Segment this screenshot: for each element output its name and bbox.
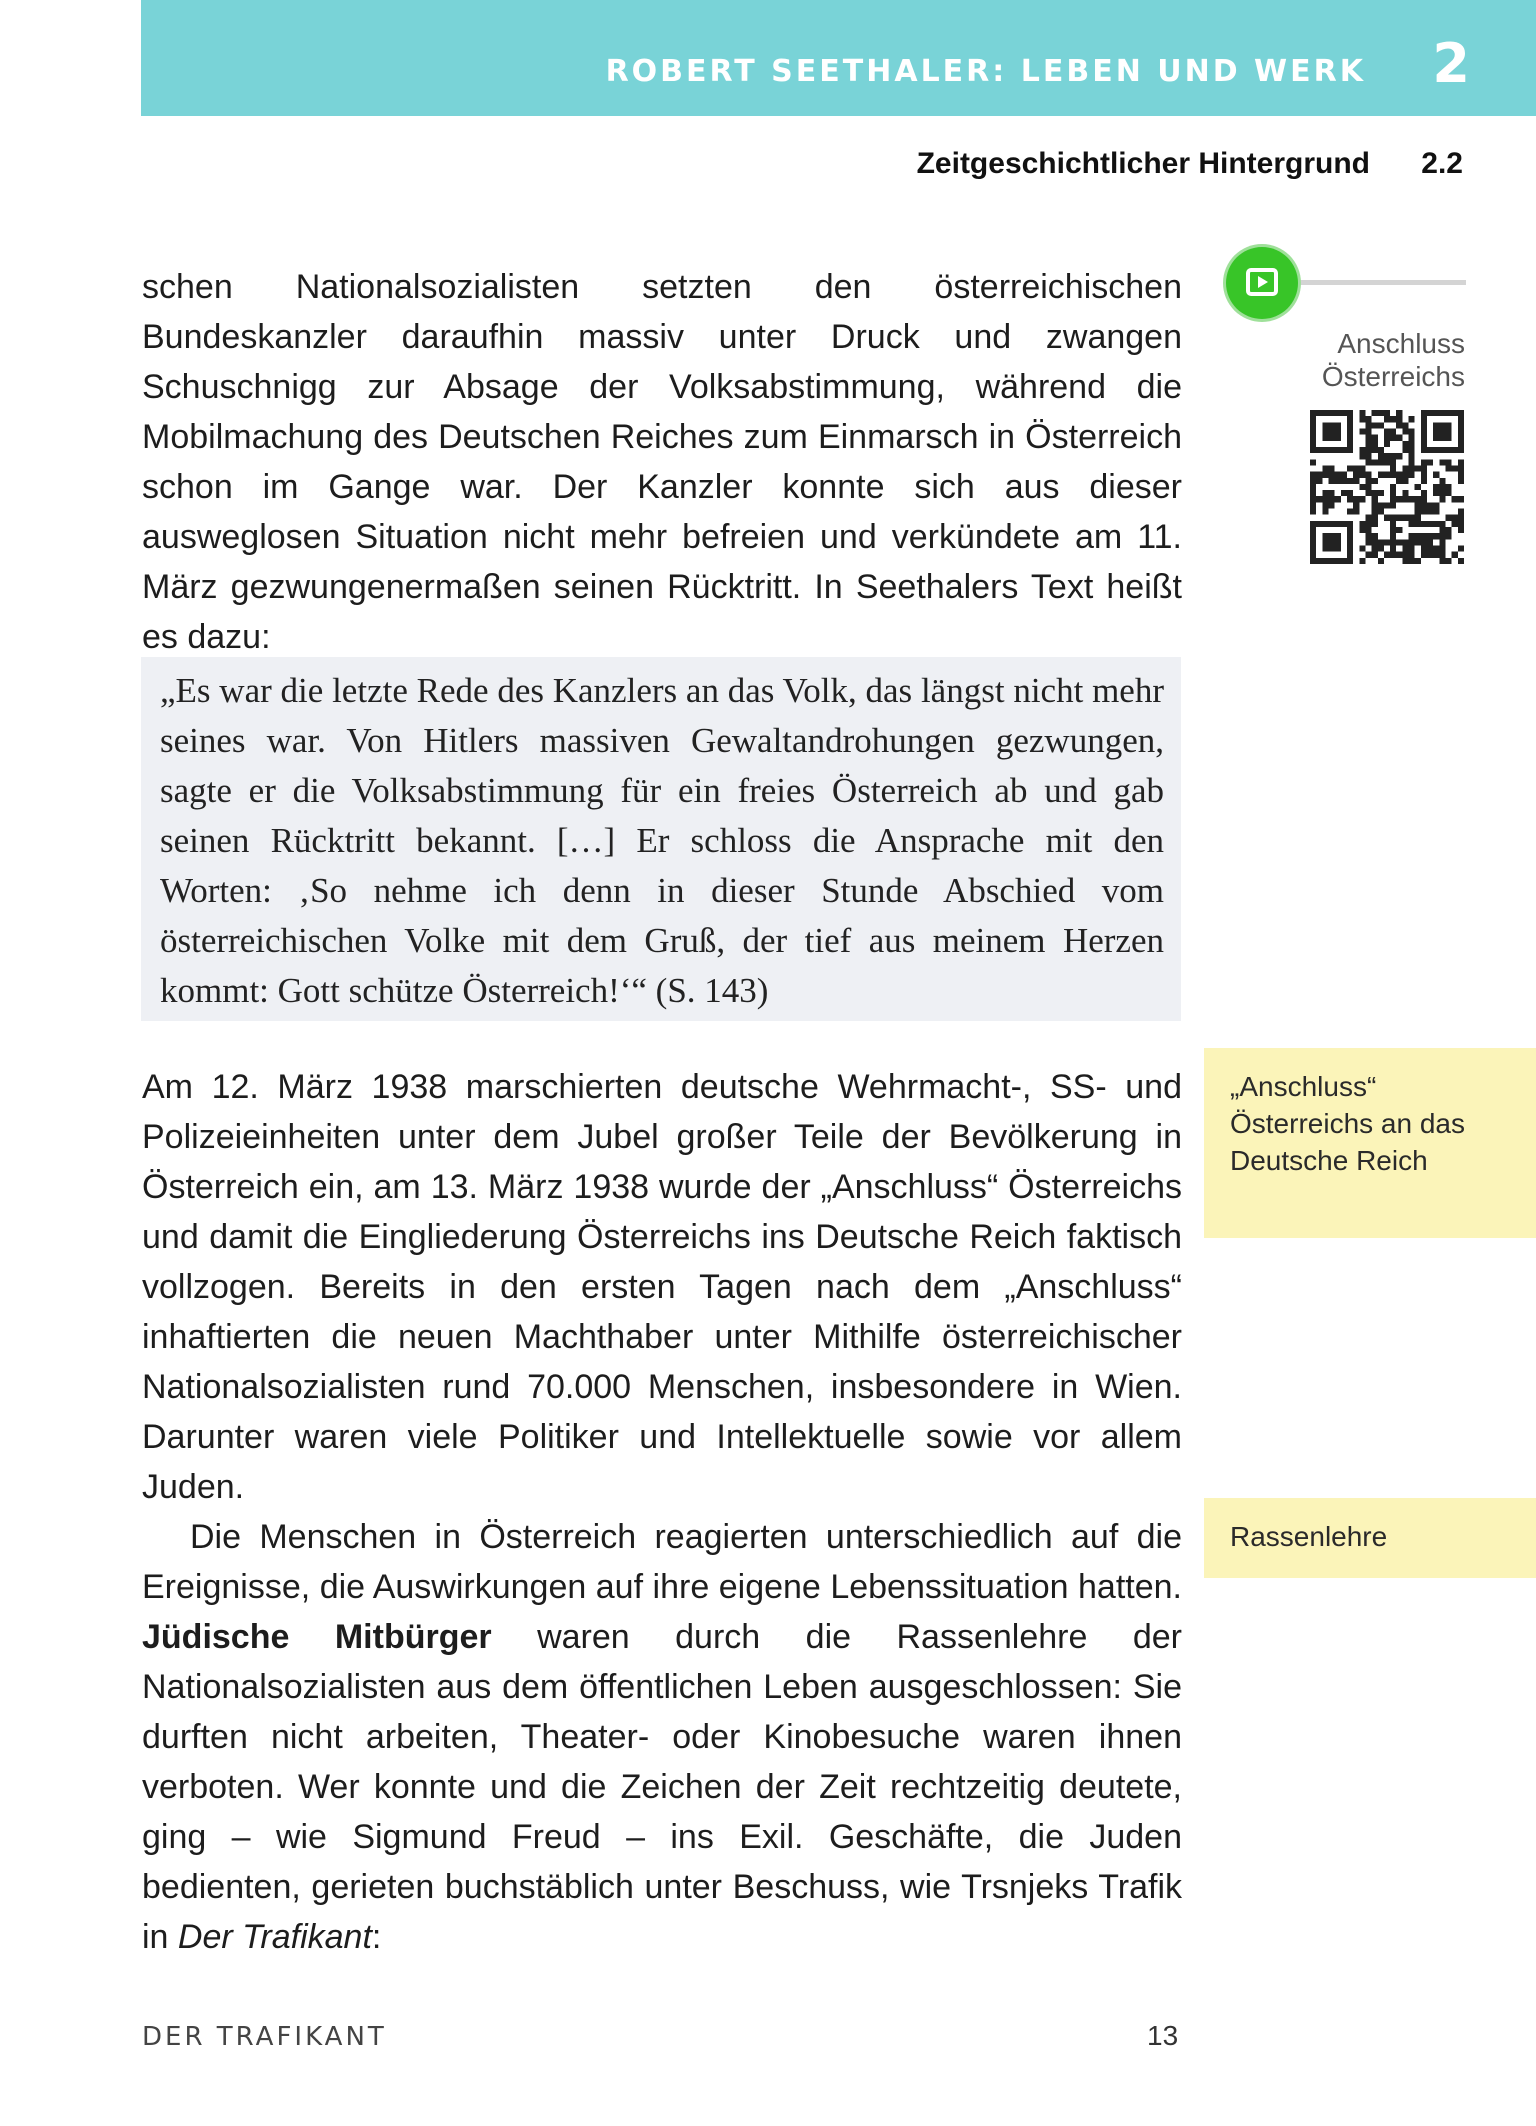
chapter-title: ROBERT SEETHALER: LEBEN UND WERK <box>605 54 1366 89</box>
body-paragraph-3: Die Menschen in Österreich reagierten unterschiedlich auf die Ereignisse, die Auswirkungen auf ihre eigene Lebenssituation hatten. Jüdische Mitbürger waren durch die Rassenlehre der Nationalsozialisten aus dem öffentlichen Leben ausgeschlossen: Sie durften nicht arbeiten, Theater- oder Kinobesuche waren ihnen verboten. Wer konnte und die Zeichen der Zeit rechtzeitig deutete, ging – wie Sigmund Freud – ins Exil. Geschäfte, die Juden bedienten, gerieten buchstäblich unter Beschuss, wie Trsnjeks Trafik in Der Trafikant: <box>142 1518 1182 1956</box>
margin-note-rassenlehre: Rassenlehre <box>1204 1498 1536 1578</box>
body-paragraph-1: schen Nationalsozialisten setzten den österreichischen Bundeskanzler daraufhin massiv unter Druck und zwangen Schuschnigg zur Absage der Volksabstimmung, während die Mobilmachung des Deutschen Reiches zum Einmarsch in Österreich schon im Gange war. Der Kanzler konnte sich aus dieser ausweglosen Situation nicht mehr befreien und verkündete am 11. März gezwungenermaßen seinen Rücktritt. In Seethalers Text heißt es dazu: <box>142 268 1182 656</box>
qr-code-icon[interactable] <box>1310 410 1464 564</box>
margin-note-anschluss: „Anschluss“ Österreichs an das Deutsche Reich <box>1204 1048 1536 1238</box>
book-title-italic: Der Trafikant <box>177 1918 372 1956</box>
play-video-button[interactable] <box>1226 247 1298 319</box>
play-video-icon <box>1226 247 1298 319</box>
body-paragraph-2: Am 12. März 1938 marschierten deutsche Wehrmacht-, SS- und Polizeieinheiten unter dem Jubel großer Teile der Bevölkerung in Österreich ein, am 13. März 1938 wurde der „Anschluss“ Österreichs und damit die Eingliederung Österreichs ins Deutsche Reich faktisch vollzogen. Bereits in den ersten Tagen nach dem „Anschluss“ inhaftierten die neuen Machthaber unter Mithilfe österreichischer Nationalsozialisten rund 70.000 Menschen, insbesondere in Wien. Darunter waren viele Politiker und Intellektuelle sowie vor allem Juden. <box>142 1068 1182 1506</box>
page-number: 13 <box>1147 2020 1179 2051</box>
section-number: 2.2 <box>1421 147 1463 180</box>
quote-text: „Es war die letzte Rede des Kanzlers an das Volk, das längst nicht mehr seines war. Von Hitlers massiven Gewaltandrohungen gezwungen, sagte er die Volksabstimmung für ein freies Österreich ab und gab seinen Rücktritt bekannt. […] Er schloss die Ansprache mit den Worten: ‚So nehme ich denn in dieser Stunde Abschied vom österreichischen Volke mit dem Gruß, der tief aus meinem Herzen kommt: Gott schütze Österreich!‘“ (S. 143) <box>160 671 1164 1010</box>
bold-term: Jüdische Mitbürger <box>142 1618 492 1656</box>
chapter-number: 2 <box>1432 32 1470 95</box>
chapter-header-band <box>141 0 1536 116</box>
video-label: Anschluss Österreichs <box>1321 328 1465 392</box>
section-title: Zeitgeschichtlicher Hintergrund <box>916 147 1370 180</box>
footer-book-title: DER TRAFIKANT <box>142 2022 387 2052</box>
